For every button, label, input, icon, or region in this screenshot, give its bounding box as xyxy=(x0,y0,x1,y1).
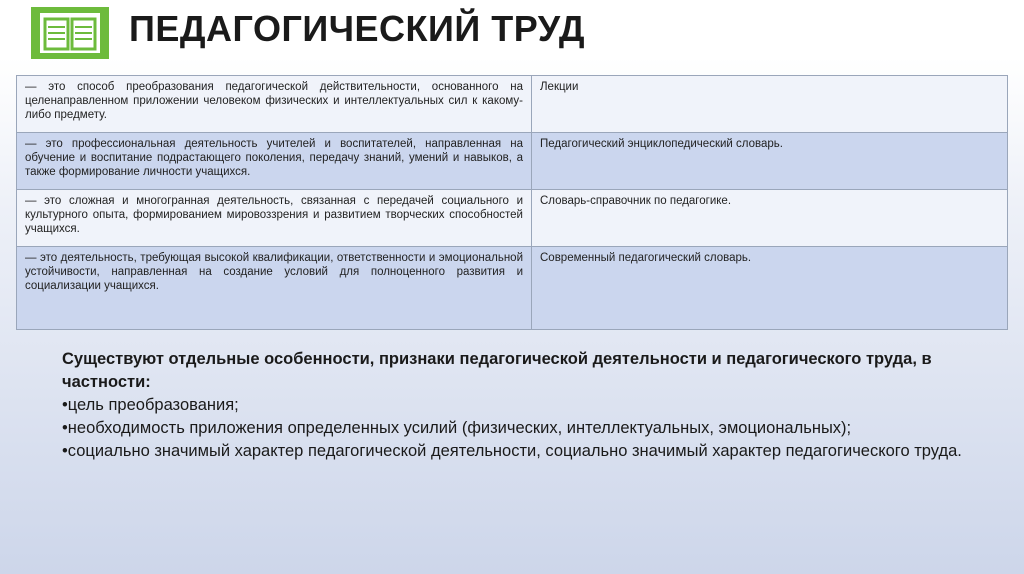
definition-text: — это профессиональная деятельность учителей и воспитателей, направленная на обучение и воспитание подрастающего поколения, передачу знаний, умений и навыков, а также формирование личности учащихся. xyxy=(17,133,532,190)
definition-text: — это сложная и многогранная деятельность, связанная с передачей социального и культурного опыта, формированием мировоззрения и развитием творческих способностей учащихся. xyxy=(17,190,532,247)
definition-text: — это способ преобразования педагогической действительности, основанного на целенаправленном приложении человеком физических и интеллектуальных сил к какому-либо предмету. xyxy=(17,76,532,133)
definition-text: — это деятельность, требующая высокой квалификации, ответственности и эмоциональной устойчивости, направленная на создание условий для полноценного развития и социализации учащихся. xyxy=(17,247,532,330)
feature-item: •цель преобразования; xyxy=(62,396,239,414)
definition-source: Словарь-справочник по педагогике. xyxy=(532,190,1008,247)
page-title: ПЕДАГОГИЧЕСКИЙ ТРУД xyxy=(129,8,586,49)
table-row xyxy=(17,247,1008,330)
book-icon xyxy=(31,5,109,61)
features-block xyxy=(62,348,992,463)
table-row xyxy=(17,133,1008,190)
table-row xyxy=(17,76,1008,133)
definition-source: Лекции xyxy=(532,76,1008,133)
feature-item: •социально значимый характер педагогической деятельности, социально значимый характер педагогического труда. xyxy=(62,442,962,460)
definitions-table xyxy=(16,75,1008,330)
feature-item: •необходимость приложения определенных усилий (физических, интеллектуальных, эмоциональных); xyxy=(62,419,852,437)
features-lead: Существуют отдельные особенности, признаки педагогической деятельности и педагогического труда, в частности: xyxy=(62,350,932,391)
definition-source: Современный педагогический словарь. xyxy=(532,247,1008,330)
table-row xyxy=(17,190,1008,247)
definition-source: Педагогический энциклопедический словарь. xyxy=(532,133,1008,190)
